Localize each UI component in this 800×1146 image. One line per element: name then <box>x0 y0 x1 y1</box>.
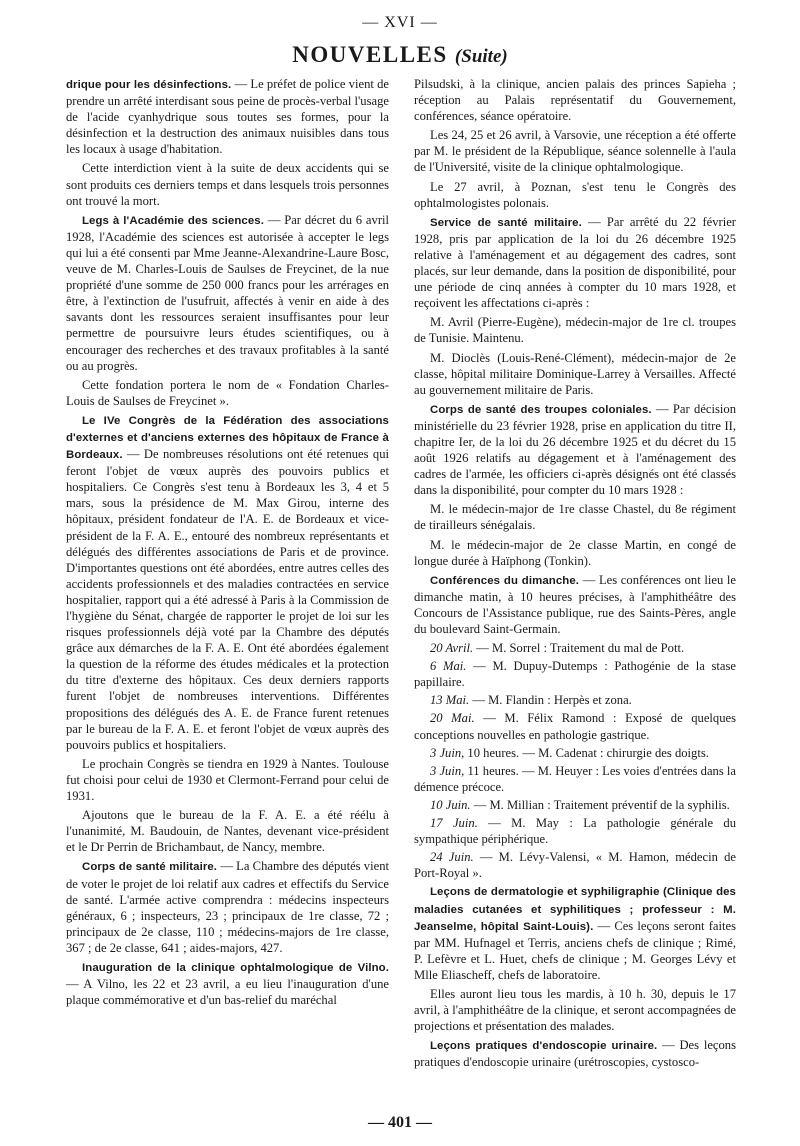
article-disinfection-end <box>66 76 389 157</box>
article-text: — Par décret du 6 avril 1928, l'Académie des sciences est autorisée à accepter le legs qui lui a été consenti par Mme Jeanne-Alexandrine-Laure Bosc, veuve de M. Charles-Louis de Saulses de Freycinet, de la nue propriété d'une somme de 250 000 francs pour les arrérages en être, à l'extinction de l'usufruit, affectés à venir en aide à des savants dont les ressources seraient insuffisantes pour leur permettre de poursuivre leurs études scientifiques, ou à encourager des recherches et des travaux profitables à la santé ou au progrès. <box>66 212 390 373</box>
article-paragraph: Les 24, 25 et 26 avril, à Varsovie, une réception a été offerte par M. le président de la République, séance solennelle à l'aula de l'Université, visite de la clinique ophtalmologique. <box>414 128 736 175</box>
article-heading: Inauguration de la clinique ophtalmologique de Vilno. <box>82 961 389 974</box>
lecture-date: 13 Mai. <box>430 693 470 708</box>
lecture-entry <box>414 763 736 795</box>
lecture-entry <box>414 658 736 690</box>
article-heading: Legs à l'Académie des sciences. <box>82 214 264 227</box>
section-heading <box>0 42 800 68</box>
lecture-date: 6 Mai. <box>430 659 467 674</box>
article-text: — Le préfet de police vient de prendre un arrêté interdisant sous peine de procès-verbal l'usage de l'acide cyanhydrique sous toutes ses formes, pour la désinfection et la destruction des animaux nuisibles dans tous les locaux à usage d'habitation. <box>66 77 389 157</box>
article-text: — Ces leçons seront faites par MM. Hufnagel et Terris, anciens chefs de clinique ; Rimé, P. Lefèvre et L. Huet, chefs de clinique ; M. Georges Lévy et Mlle Eliascheff, chefs de laboratoire. <box>414 918 736 982</box>
article-heading: drique pour les désinfections. <box>66 79 232 91</box>
lecture-text: — M. Sorrel : Traitement du mal de Pott. <box>473 641 685 656</box>
lecture-entry <box>414 745 736 761</box>
lecture-text: — M. Lévy-Valensi, « M. Hamon, médecin de Port-Royal ». <box>414 850 736 881</box>
lecture-date: 20 Avril. <box>430 641 474 656</box>
lecture-text: 11 heures. — M. Heuyer : Les voies d'entrées dans la démence précoce. <box>414 763 736 794</box>
lecture-date: 24 Juin. <box>430 850 474 865</box>
right-column <box>414 76 736 1073</box>
article-paragraph: M. le médecin-major de 1re classe Chastel, du 8e régiment de tirailleurs sénégalais. <box>414 502 736 533</box>
article-paragraph: Cette interdiction vient à la suite de deux accidents qui se sont produits ces derniers temps et dans lesquels trois personnes ont trouvé la mort. <box>66 161 389 208</box>
lecture-entry <box>414 710 736 742</box>
lecture-text: — M. Flandin : Herpès et zona. <box>469 693 632 708</box>
article-text: — A Vilno, les 22 et 23 avril, a eu lieu l'inauguration d'une plaque commémorative et d'un bas-relief du maréchal <box>66 977 389 1008</box>
article-heading: Leçons de dermatologie et syphiligraphie (Clinique des maladies cutanées et syphilitiques ; professeur : M. Jeanselme, hôpital Saint-Louis). <box>414 886 736 933</box>
article-heading: Le IVe Congrès de la Fédération des associations d'externes et d'anciens externes des hôpitaux de France à Bordeaux. <box>66 414 389 462</box>
lecture-date: 10 Juin. <box>430 797 471 812</box>
article-paragraph: Ajoutons que le bureau de la F. A. E. a été réélu à l'unanimité, M. Baudouin, de Nantes, devenant vice-président et le Dr Perrin de Brichambaut, de Nancy, membre. <box>66 808 389 855</box>
lecture-date: 17 Juin. <box>430 816 478 831</box>
lecture-entry <box>414 692 736 708</box>
article-legs-academie <box>66 212 389 374</box>
article-paragraph: M. le médecin-major de 2e classe Martin, en congé de longue durée à Haïphong (Tonkin). <box>414 537 736 568</box>
article-conferences-dimanche <box>414 572 736 637</box>
article-text: — La Chambre des députés vient de voter le projet de loi relatif aux cadres et effectifs du Service de santé. L'armée active comprendra : médecins inspecteurs généraux, 6 ; inspecteurs, 23 ; principaux de 1re classe, 72 ; principaux de 2e classe, 110 ; médecins-majors de 1re classe, 367 ; de 2e classe, 641 ; aides-majors, 427. <box>66 859 389 955</box>
page-number: — 401 — <box>368 1114 432 1131</box>
lecture-text: — M. Félix Ramond : Exposé de quelques conceptions nouvelles en pathologie gastrique. <box>414 711 737 742</box>
lecture-entry <box>414 640 736 656</box>
lecture-date: 3 Juin, <box>430 763 465 778</box>
lecture-entry <box>414 815 736 847</box>
lecture-date: 3 Juin, <box>430 745 465 760</box>
article-endoscopie <box>414 1037 736 1070</box>
article-heading: Corps de santé militaire. <box>82 861 218 874</box>
article-heading: Leçons pratiques d'endoscopie urinaire. <box>430 1040 658 1053</box>
article-paragraph: Le prochain Congrès se tiendra en 1929 à Nantes. Toulouse fut choisi pour celui de 1930 et Clermont-Ferrand pour celui de 1931. <box>66 756 389 804</box>
article-dermatologie <box>414 883 736 983</box>
article-clinique-vilno <box>66 959 389 1008</box>
article-heading: Corps de santé des troupes coloniales. <box>430 403 652 416</box>
left-column <box>66 76 389 1011</box>
folio-roman: — XVI — <box>362 14 438 31</box>
article-congres-externes <box>66 412 389 753</box>
article-troupes-coloniales <box>414 401 736 499</box>
section-title: NOUVELLES <box>292 42 448 67</box>
article-paragraph: Cette fondation portera le nom de « Fondation Charles-Louis de Saulses de Freycinet ». <box>66 377 389 408</box>
article-paragraph: M. Avril (Pierre-Eugène), médecin-major de 1re cl. troupes de Tunisie. Maintenu. <box>414 315 736 346</box>
lecture-date: 20 Mai. <box>430 711 475 726</box>
article-heading: Conférences du dimanche. <box>430 574 580 587</box>
article-paragraph: M. Dioclès (Louis-René-Clément), médecin-major de 2e classe, hôpital militaire Dominique-Larrey à Versailles. Affecté au gouvernement militaire de Paris. <box>414 350 736 397</box>
lecture-text: 10 heures. — M. Cadenat : chirurgie des doigts. <box>464 745 709 760</box>
article-corps-sante-militaire <box>66 858 389 956</box>
article-text: — Des leçons pratiques d'endoscopie urinaire (urétroscopies, cystosco- <box>414 1038 736 1070</box>
article-paragraph: Pilsudski, à la clinique, ancien palais des princes Sapieha ; réception au Palais représentatif du Gouvernement, conférences, séance opératoire. <box>414 77 736 124</box>
article-text: — De nombreuses résolutions ont été retenues qui feront l'objet de vœux auprès des pouvoirs publics et hospitaliers. Ce Congrès s'est tenu à Bordeaux les 3, 4 et 5 mars, sous la présidence de M. Max Girou, interne des hôpitaux, président fondateur de l'A. E. de Bordeaux et vice-président de la F. A. E., entouré des nombreux représentants et délégués des différentes associations de Paris et de province. D'importantes questions ont été abordées, entre autres celles des accidents professionnels et des maladies contractées en service hospitalier, rapport qui a été adressé à Paris à la Commission de l'hygiène du Sénat, chargée de rapporter le projet de loi sur les risques professionnels déjà voté par la Chambre des députés grâce aux démarches de la F. A. E. Ont été abordées également la question de la réforme des études médicales et la protection du titre d'externe des hôpitaux. Ces deux derniers rapports furent l'objet de nombreuses interventions. Différentes propositions des délégués des A. E. de France furent retenues par le bureau de la F. A. E. et feront l'objet de vœux auprès des pouvoirs publics et hospitaliers. <box>66 447 389 752</box>
lecture-text: — M. May : La pathologie générale du sympathique périphérique. <box>414 816 736 847</box>
article-text: — Par arrêté du 22 février 1928, pris par application de la loi du 26 décembre 1925 relative à l'aménagement et au dégagement des cadres, sont placés, sur leur demande, dans la position de disponibilité, pour une période de cinq années à compter du 10 mars 1928, et reçoivent les affectations ci-après : <box>414 214 736 311</box>
lecture-text: — M. Dupuy-Dutemps : Pathogénie de la stase papillaire. <box>414 659 736 690</box>
lecture-entry <box>414 797 736 813</box>
article-service-sante-militaire <box>414 214 736 312</box>
section-suite: (Suite) <box>454 46 508 67</box>
article-paragraph: Elles auront lieu tous les mardis, à 10 h. 30, depuis le 17 avril, à l'amphithéâtre de la clinique, et seront accompagnées de projections et présentation des malades. <box>414 986 736 1034</box>
article-text: — Par décision ministérielle du 23 février 1928, prise en application du titre II, chapitre Ier, de la loi du 26 décembre 1925 et du décret du 15 août 1926 relatifs au dégagement et à l'aménagement des cadres de l'armée, les officiers ci-après désignés ont été classés dans la disponibilité, pour compter du 10 mars 1928 : <box>414 401 737 498</box>
article-heading: Service de santé militaire. <box>430 216 582 229</box>
article-paragraph: Le 27 avril, à Poznan, s'est tenu le Congrès des ophtalmologistes polonais. <box>414 179 736 210</box>
lecture-entry <box>414 849 736 881</box>
article-text: — Les conférences ont lieu le dimanche matin, à 10 heures précises, à l'amphithéâtre des Concours de l'Assistance publique, rue des Saints-Pères, angle du boulevard Saint-Germain. <box>414 572 736 636</box>
lecture-text: — M. Millian : Traitement préventif de la syphilis. <box>470 797 730 812</box>
